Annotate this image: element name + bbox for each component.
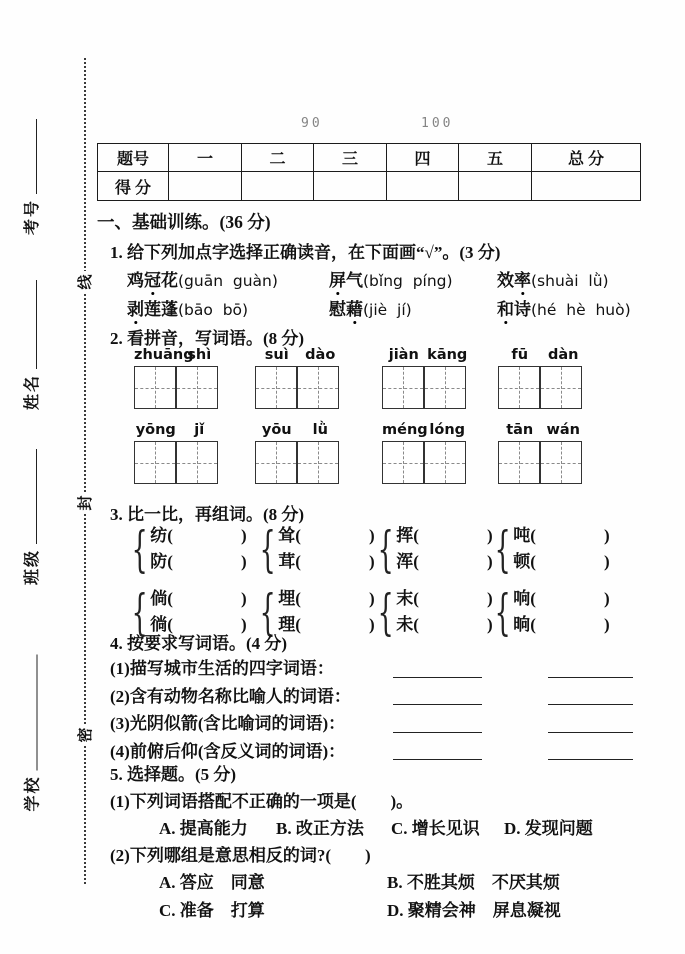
pinyin-options: (shuài lǜ): [531, 272, 609, 290]
score-table-header-row: [98, 144, 641, 172]
pinyin-label: fū dàn: [511, 347, 579, 363]
answer-blank: ( ): [167, 552, 247, 571]
pinyin-options: (bǐng píng): [363, 272, 453, 290]
field-exam-number-blank: [23, 119, 37, 194]
q3-pairs: [97, 520, 677, 641]
answer-line: [548, 677, 633, 678]
writing-cell: [176, 441, 218, 484]
writing-cell: [382, 441, 424, 484]
writing-cell: [297, 441, 339, 484]
q4-item: (3)光阴似箭(含比喻词的词语)：: [97, 710, 649, 738]
dotted-char: 剥: [127, 300, 144, 319]
score-cell: [387, 172, 459, 201]
writing-cell: [540, 366, 582, 409]
q1-row-2: [97, 295, 679, 320]
brace-icon: {: [259, 583, 276, 641]
seal-char-feng: 封: [75, 492, 97, 514]
score-table-header-5: 五: [459, 144, 532, 172]
dotted-char: 冠: [144, 271, 161, 290]
writing-cell: [498, 441, 540, 484]
writing-grid-group: [134, 347, 221, 409]
compare-pair: { 响( ) 晌( ): [494, 583, 610, 641]
field-class: [19, 449, 41, 585]
score-table-header-1: 一: [169, 144, 242, 172]
pinyin-label: suì dào: [264, 347, 336, 363]
q5-sub1-options: [97, 814, 685, 839]
compare-pair: { 挥( ) 浑( ): [377, 520, 493, 578]
seal-char-mi: 密: [75, 724, 97, 746]
q1-row-1: [97, 266, 679, 291]
q3-title: 3. 比一比，再组词。(8 分): [110, 505, 305, 524]
writing-grid-group: [255, 347, 342, 409]
score-cell: [314, 172, 387, 201]
pinyin-options: (guān guàn): [178, 272, 278, 290]
option-a: A. 提高能力: [159, 819, 248, 838]
answer-blank: ( ): [167, 589, 247, 608]
writing-cell: [540, 441, 582, 484]
answer-line: [393, 704, 482, 705]
score-cell: [532, 172, 641, 201]
answer-blank: ( ): [413, 552, 493, 571]
q1-item: 和诗(hé hè huò): [497, 300, 631, 319]
writing-grid-group: [382, 347, 469, 409]
q4-item: (1)描写城市生活的四字词语：: [97, 655, 649, 683]
compare-pair: { 埋( ) 理( ): [259, 583, 375, 641]
score-cell: [459, 172, 532, 201]
pinyin-label: yōu lǜ: [261, 422, 328, 438]
writing-cell: [498, 366, 540, 409]
q4-item: (4)前俯后仰(含反义词的词语)：: [97, 738, 649, 766]
compare-pair: { 倘( ) 徜( ): [131, 583, 247, 641]
writing-grid-group: [498, 422, 585, 484]
q4-item: (2)含有动物名称比喻人的词语：: [97, 683, 649, 711]
answer-line: [393, 677, 482, 678]
q1-item: 效率(shuài lǜ): [497, 271, 609, 290]
pinyin-options: (hé hè huò): [531, 301, 631, 319]
field-student-name-blank: [23, 280, 37, 369]
writing-cell: [134, 441, 176, 484]
option-b: B. 不胜其烦 不厌其烦: [387, 873, 560, 892]
writing-cell: [382, 366, 424, 409]
q5-sub1-prompt: (1)下列词语搭配不正确的一项是( )。: [110, 792, 414, 811]
answer-blank: ( ): [167, 615, 247, 634]
score-table-header-4: 四: [387, 144, 459, 172]
option-a: A. 答应 同意: [159, 873, 265, 892]
brace-icon: {: [494, 520, 511, 578]
answer-blank: ( ): [413, 615, 493, 634]
option-d: D. 聚精会神 屏息凝视: [387, 901, 561, 920]
compare-pair: { 吨( ) 顿( ): [494, 520, 610, 578]
q5-sub2-prompt: (2)下列哪组是意思相反的词?( ): [110, 846, 371, 865]
brace-icon: {: [131, 520, 148, 578]
score-table-header-tihao: 题号: [98, 144, 169, 172]
brace-icon: {: [377, 520, 394, 578]
answer-blank: ( ): [530, 526, 610, 545]
answer-blank: ( ): [295, 552, 375, 571]
answer-line: [393, 732, 482, 733]
writing-cell: [255, 441, 297, 484]
dotted-char: 和: [497, 300, 514, 319]
pinyin-label: tān wán: [506, 422, 580, 438]
dotted-char: 率: [514, 271, 531, 290]
score-table-score-row: [98, 172, 641, 201]
q1-title: 1. 给下列加点字选择正确读音，在下面画“√”。(3 分): [110, 243, 501, 262]
pinyin-label: zhuāng shì: [134, 347, 212, 363]
option-b: B. 改正方法: [276, 819, 364, 838]
field-school-label: 学校: [24, 775, 41, 812]
field-class-blank: [23, 449, 37, 544]
writing-cell: [424, 441, 466, 484]
answer-blank: ( ): [295, 589, 375, 608]
answer-line: [548, 732, 633, 733]
answer-blank: ( ): [167, 526, 247, 545]
answer-blank: ( ): [413, 526, 493, 545]
writing-cell: [424, 366, 466, 409]
faint-mark-90: 90: [301, 116, 323, 131]
pinyin-options: (jiè jí): [363, 301, 412, 319]
answer-blank: ( ): [530, 552, 610, 571]
score-table-header-total: 总 分: [532, 144, 641, 172]
writing-grid-group: [134, 422, 221, 484]
seal-char-xian: 线: [75, 271, 97, 293]
q2-grid-row-2: [97, 422, 649, 484]
q2-grid-row-1: [97, 347, 649, 409]
option-d: D. 发现问题: [504, 819, 593, 838]
option-c: C. 准备 打算: [159, 901, 265, 920]
field-exam-number-label: 考号: [23, 198, 41, 235]
writing-cell: [297, 366, 339, 409]
pinyin-label: yōng jǐ: [135, 422, 205, 438]
pinyin-label: jiàn kāng: [388, 347, 468, 363]
section-title: 一、基础训练。(36 分): [97, 212, 271, 232]
brace-icon: {: [259, 520, 276, 578]
dotted-char: 屏: [329, 271, 346, 290]
field-student-name: [19, 280, 41, 410]
q5-title: 5. 选择题。(5 分): [110, 765, 237, 784]
seal-dotted-line: [84, 58, 86, 884]
faint-mark-100: 100: [421, 116, 454, 131]
field-exam-number: [19, 119, 41, 235]
answer-line: [548, 704, 633, 705]
writing-cell: [255, 366, 297, 409]
score-cell: [169, 172, 242, 201]
writing-grid-group: [498, 347, 585, 409]
q5-sub2-options-row1: [97, 868, 685, 893]
q1-item: 剥莲蓬(bāo bō): [127, 300, 249, 319]
q4-title: 4. 按要求写词语。(4 分): [110, 634, 288, 653]
brace-icon: {: [377, 583, 394, 641]
field-class-label: 班级: [23, 548, 41, 585]
writing-cell: [134, 366, 176, 409]
q4-items: [97, 655, 649, 765]
q1-item: 鸡冠花(guān guàn): [127, 271, 278, 290]
q5-sub2-options-row2: [97, 896, 685, 921]
writing-grid-group: [255, 422, 342, 484]
score-table-header-3: 三: [314, 144, 387, 172]
answer-blank: ( ): [295, 615, 375, 634]
writing-grid-group: [382, 422, 469, 484]
field-school: [20, 655, 42, 812]
compare-pair: { 耸( ) 茸( ): [259, 520, 375, 578]
option-c: C. 增长见识: [391, 819, 480, 838]
dotted-char: 藉: [346, 300, 363, 319]
score-cell: [242, 172, 314, 201]
answer-blank: ( ): [295, 526, 375, 545]
q2-title: 2. 看拼音，写词语。(8 分): [110, 329, 305, 348]
compare-pair: { 纺( ) 防( ): [131, 520, 247, 578]
q1-item: 慰藉(jiè jí): [329, 300, 412, 319]
answer-blank: ( ): [530, 615, 610, 634]
pinyin-options: (bāo bō): [178, 301, 249, 319]
compare-pair: { 末( ) 未( ): [377, 583, 493, 641]
score-table-header-2: 二: [242, 144, 314, 172]
pinyin-label: méng lóng: [382, 422, 466, 438]
answer-blank: ( ): [413, 589, 493, 608]
answer-blank: ( ): [530, 589, 610, 608]
score-table: [97, 143, 641, 201]
q1-item: 屏气(bǐng píng): [329, 271, 453, 290]
field-school-blank: [24, 655, 38, 771]
field-student-name-label: 姓名: [23, 373, 41, 410]
brace-icon: {: [494, 583, 511, 641]
writing-cell: [176, 366, 218, 409]
score-row-label: 得 分: [98, 172, 169, 201]
brace-icon: {: [131, 583, 148, 641]
